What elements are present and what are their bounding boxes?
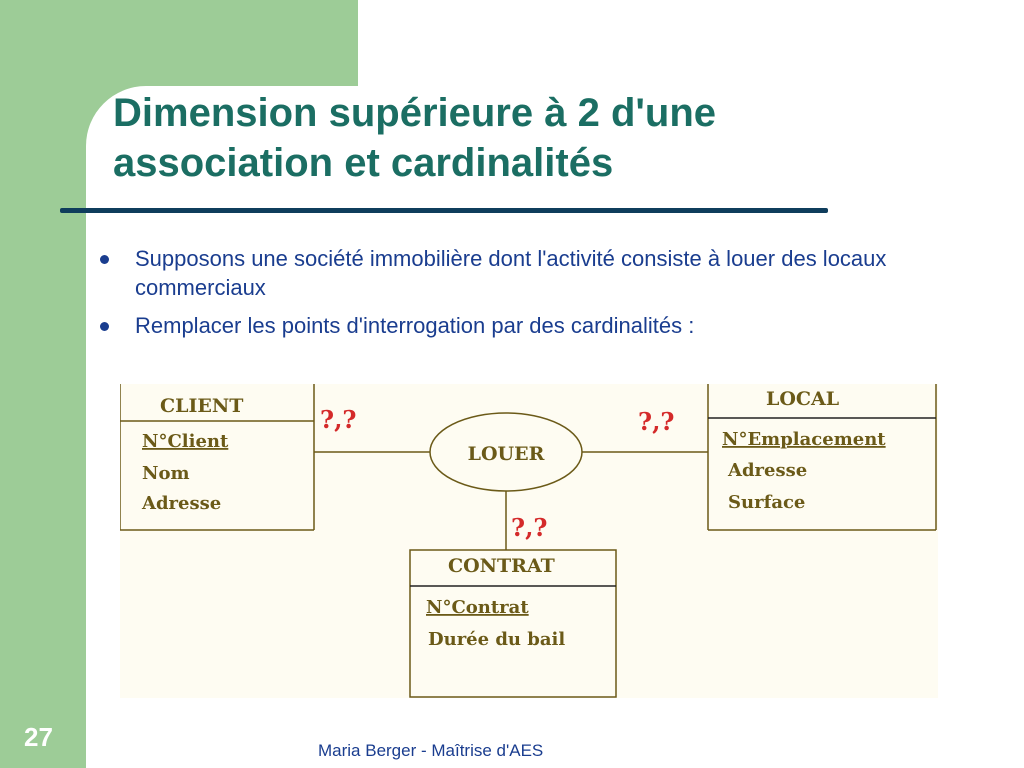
local-attr: Adresse <box>728 460 808 481</box>
contrat-attr: Durée du bail <box>428 629 566 650</box>
local-attr-id: N°Emplacement <box>722 429 886 450</box>
client-attr: Nom <box>142 463 190 484</box>
contrat-attr-id: N°Contrat <box>426 597 529 618</box>
bullet-list <box>100 244 980 349</box>
er-diagram-svg <box>120 384 938 698</box>
title-underline <box>60 208 828 213</box>
association-name: LOUER <box>467 443 545 465</box>
bullet-item <box>100 244 980 302</box>
entity-contrat <box>410 550 616 697</box>
entity-client <box>120 384 314 530</box>
client-attr-id: N°Client <box>142 431 229 452</box>
title-line-2: association et cardinalités <box>113 141 614 185</box>
cardinality-client: ?,? <box>320 405 357 434</box>
local-name: LOCAL <box>766 388 840 410</box>
page-number: 27 <box>24 722 53 752</box>
entity-local <box>708 384 936 530</box>
local-attr: Surface <box>728 492 806 513</box>
cardinality-local: ?,? <box>638 407 675 436</box>
association-louer <box>430 413 582 491</box>
bullet-text: Supposons une société immobilière dont l'activité consiste à louer des locaux commerciaux <box>135 246 887 300</box>
title-line-1: Dimension supérieure à 2 d'une <box>113 91 717 135</box>
bullet-dot-icon <box>100 255 109 264</box>
cardinality-contrat: ?,? <box>511 513 548 542</box>
slide-title <box>113 88 993 188</box>
contrat-name: CONTRAT <box>448 555 555 577</box>
er-diagram <box>120 384 938 698</box>
bullet-item <box>100 311 980 340</box>
top-decor-band <box>86 0 358 86</box>
client-attr: Adresse <box>142 493 222 514</box>
left-decor-band <box>0 0 86 768</box>
slide-footer: Maria Berger - Maîtrise d'AES <box>318 741 544 760</box>
client-name: CLIENT <box>160 395 244 417</box>
bullet-text: Remplacer les points d'interrogation par des cardinalités : <box>135 313 695 338</box>
bullet-dot-icon <box>100 322 109 331</box>
